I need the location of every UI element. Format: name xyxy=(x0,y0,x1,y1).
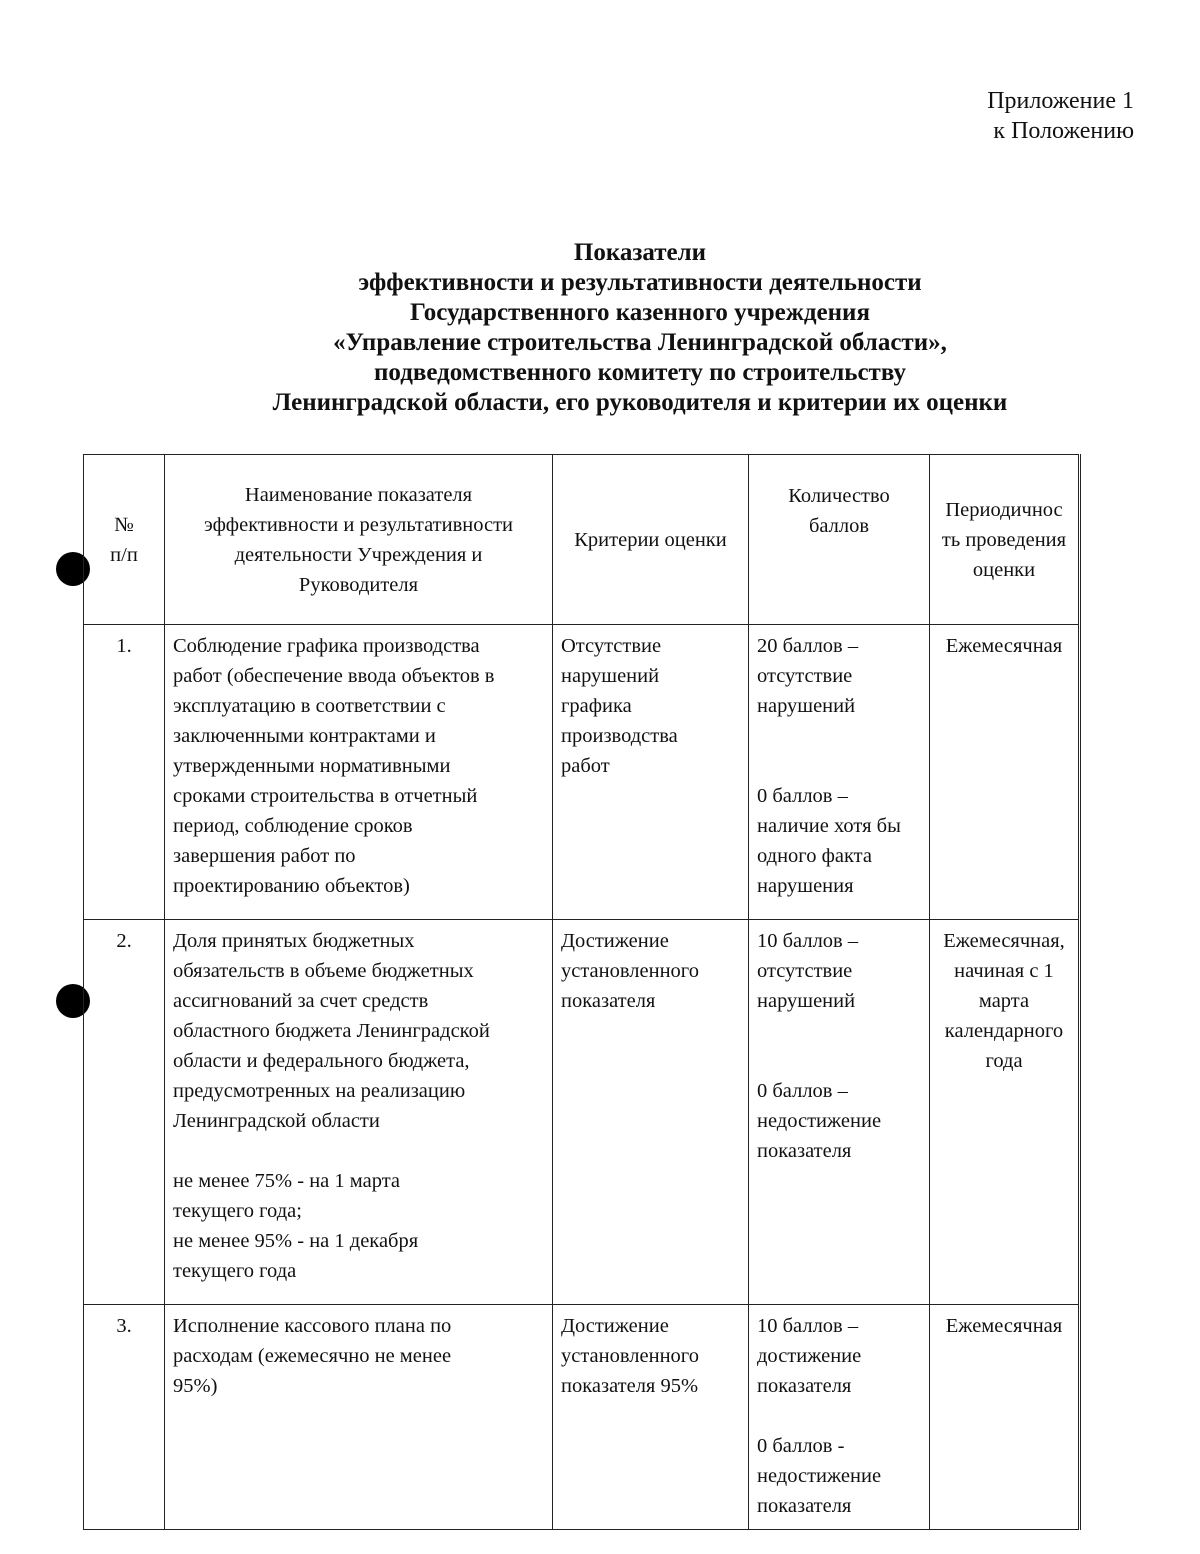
cell-line: ассигнований за счет средств xyxy=(173,990,429,1012)
cell-line: показателя xyxy=(757,1495,852,1517)
cell-line: отсутствие xyxy=(757,960,853,982)
cell-line: 0 баллов – xyxy=(757,1080,848,1102)
appendix-note xyxy=(987,86,1134,146)
document-title xyxy=(140,238,1140,418)
header-text: Наименование показателя xyxy=(244,483,473,506)
header-text: Руководителя xyxy=(298,573,419,596)
cell-num: 2. xyxy=(84,920,165,1305)
header-text: п/п xyxy=(110,543,138,566)
title-line: Ленинградской области, его руководителя и критерии их оценки xyxy=(272,389,1008,416)
cell-line: показателя xyxy=(561,990,656,1012)
indicators-table-wrap xyxy=(83,454,1076,1530)
title-line: Государственного казенного учреждения xyxy=(410,299,870,326)
cell-line: нарушения xyxy=(757,875,854,897)
cell-line: года xyxy=(985,1050,1023,1072)
header-points xyxy=(749,455,930,625)
header-name xyxy=(165,455,553,625)
cell-line: Достижение xyxy=(561,1315,669,1337)
cell-line: областного бюджета Ленинградской xyxy=(173,1020,490,1042)
cell-line: начиная с 1 xyxy=(954,960,1054,982)
cell-num: 1. xyxy=(84,625,165,920)
header-num xyxy=(84,455,165,625)
cell-line: не менее 95% - на 1 декабря xyxy=(173,1230,419,1252)
table-row xyxy=(84,920,1080,1305)
cell-line: эксплуатацию в соответствии с xyxy=(173,695,446,717)
cell-line: предусмотренных на реализацию xyxy=(173,1080,466,1102)
cell-line: работ (обеспечение ввода объектов в xyxy=(173,665,495,687)
cell-line: не менее 75% - на 1 марта xyxy=(173,1170,401,1192)
cell-line: 10 баллов – xyxy=(757,930,859,952)
header-text: № xyxy=(114,513,134,536)
cell-line: календарного xyxy=(944,1020,1064,1042)
cell-line: Доля принятых бюджетных xyxy=(173,930,415,952)
cell-line: недостижение xyxy=(757,1110,882,1132)
cell-line: производства xyxy=(561,725,678,747)
cell-points xyxy=(749,920,930,1305)
cell-line: проектированию объектов) xyxy=(173,875,410,897)
header-period xyxy=(930,455,1080,625)
cell-line: области и федерального бюджета, xyxy=(173,1050,470,1072)
cell-line: Отсутствие xyxy=(561,635,662,657)
cell-line: установленного xyxy=(561,1345,699,1367)
title-line: подведомственного комитету по строительству xyxy=(374,359,906,386)
title-line: «Управление строительства Ленинградской области», xyxy=(333,329,947,356)
cell-line: нарушений xyxy=(757,990,856,1012)
cell-period xyxy=(930,1305,1080,1530)
cell-period xyxy=(930,625,1080,920)
cell-line: отсутствие xyxy=(757,665,853,687)
cell-line: 20 баллов – xyxy=(757,635,859,657)
cell-line: нарушений xyxy=(561,665,660,687)
cell-line: недостижение xyxy=(757,1465,882,1487)
cell-line: Соблюдение графика производства xyxy=(173,635,480,657)
cell-line: установленного xyxy=(561,960,699,982)
cell-criteria xyxy=(553,625,749,920)
cell-line: Достижение xyxy=(561,930,669,952)
cell-points xyxy=(749,625,930,920)
header-text: Критерии оценки xyxy=(574,528,727,551)
title-line: эффективности и результативности деятельности xyxy=(358,269,922,296)
table-row xyxy=(84,1305,1080,1530)
header-text: ть проведения xyxy=(941,528,1067,551)
appendix-line: Приложение 1 xyxy=(987,88,1134,114)
cell-line: 0 баллов - xyxy=(757,1435,845,1457)
cell-line: нарушений xyxy=(757,695,856,717)
cell-line: текущего года xyxy=(173,1260,297,1282)
cell-line: 10 баллов – xyxy=(757,1315,859,1337)
cell-line: работ xyxy=(561,755,610,777)
cell-line: сроками строительства в отчетный xyxy=(173,785,478,807)
cell-line: завершения работ по xyxy=(173,845,356,867)
cell-criteria xyxy=(553,920,749,1305)
cell-line: расходам (ежемесячно не менее xyxy=(173,1345,452,1367)
cell-line: 95%) xyxy=(173,1375,218,1397)
cell-criteria xyxy=(553,1305,749,1530)
cell-line: Ежемесячная, xyxy=(943,930,1065,952)
cell-points xyxy=(749,1305,930,1530)
cell-line: Исполнение кассового плана по xyxy=(173,1315,452,1337)
appendix-line: к Положению xyxy=(993,118,1134,144)
cell-line: марта xyxy=(978,990,1030,1012)
cell-line: 0 баллов – xyxy=(757,785,848,807)
cell-line: показателя 95% xyxy=(561,1375,699,1397)
cell-line: Ленинградской области xyxy=(173,1110,380,1132)
cell-line: заключенными контрактами и xyxy=(173,725,436,747)
header-text: Периодичнос xyxy=(945,498,1063,521)
cell-line: Ежемесячная xyxy=(945,635,1063,657)
cell-line: текущего года; xyxy=(173,1200,302,1222)
title-line: Показатели xyxy=(573,239,707,266)
table-row xyxy=(84,625,1080,920)
cell-num: 3. xyxy=(84,1305,165,1530)
header-text: баллов xyxy=(808,515,870,537)
cell-line: показателя xyxy=(757,1375,852,1397)
header-text: деятельности Учреждения и xyxy=(234,543,483,566)
cell-line: показателя xyxy=(757,1140,852,1162)
cell-name xyxy=(165,625,553,920)
indicators-table xyxy=(83,454,1081,1530)
header-text: оценки xyxy=(972,558,1036,581)
cell-line: графика xyxy=(561,695,632,717)
cell-name xyxy=(165,1305,553,1530)
cell-line: достижение xyxy=(757,1345,862,1367)
header-text: эффективности и результативности xyxy=(203,513,514,536)
cell-line: одного факта xyxy=(757,845,872,867)
cell-line: период, соблюдение сроков xyxy=(173,815,413,837)
cell-line: Ежемесячная xyxy=(945,1315,1063,1337)
table-header-row xyxy=(84,455,1080,625)
header-criteria xyxy=(553,455,749,625)
cell-line: наличие хотя бы xyxy=(757,815,901,837)
cell-line: утвержденными нормативными xyxy=(173,755,451,777)
cell-period xyxy=(930,920,1080,1305)
cell-name xyxy=(165,920,553,1305)
cell-line: обязательств в объеме бюджетных xyxy=(173,960,474,982)
header-text: Количество xyxy=(788,485,890,507)
